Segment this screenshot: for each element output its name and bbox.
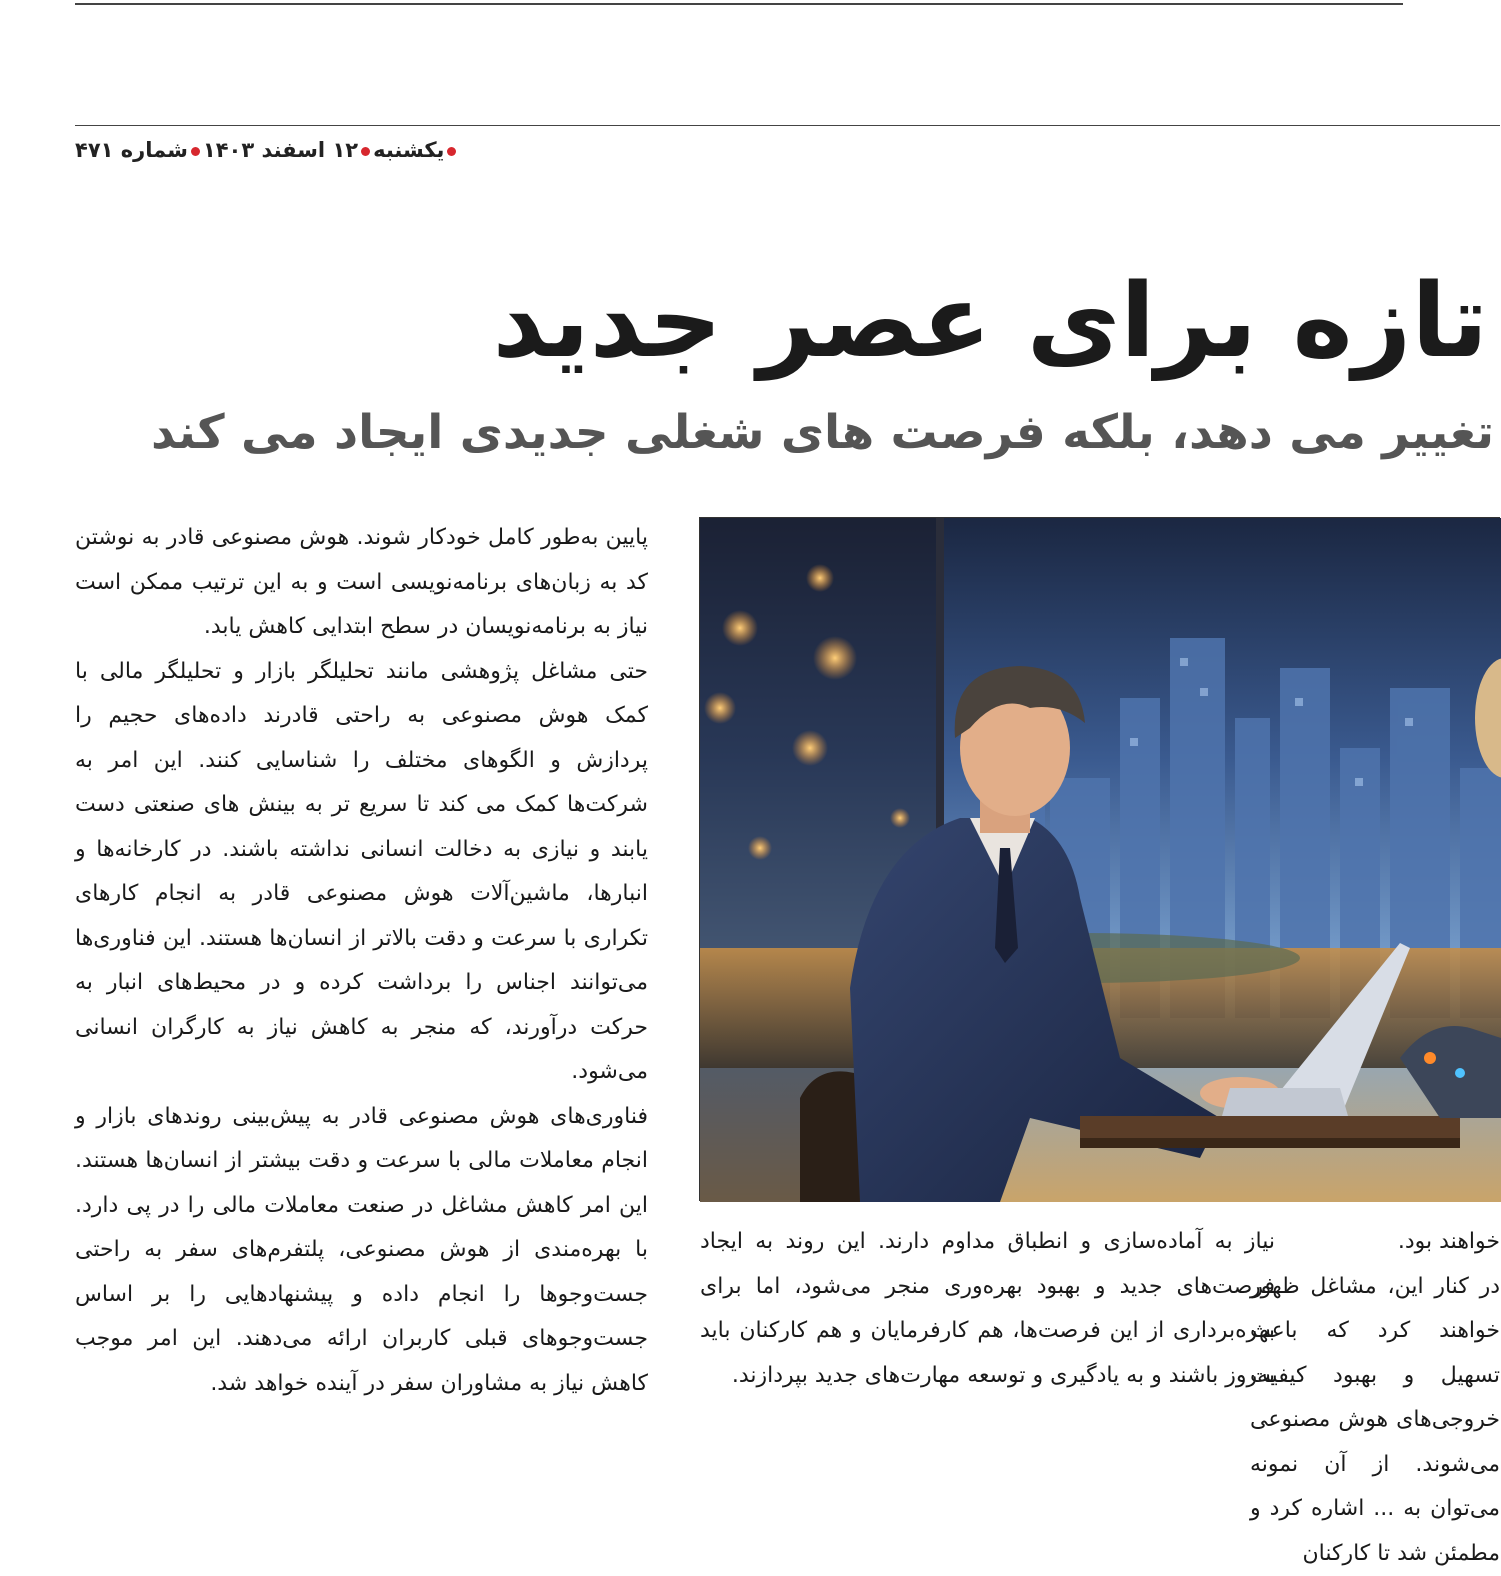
- headline-text: تازه برای عصر جدید: [492, 268, 1500, 375]
- headline: [0, 268, 1500, 375]
- paragraph: پایین به‌طور کامل خودکار شوند. هوش مصنوعی قادر به نوشتن کد به زبان‌های برنامه‌نویسی است و به این ترتیب ممکن است نیاز به برنامه‌نویسان در سطح ابتدایی کاهش یابد.: [75, 516, 648, 650]
- subhead: [0, 405, 1500, 461]
- paragraph: خواهند بود.: [1250, 1220, 1500, 1265]
- subhead-text: تغییر می دهد، بلکه فرصت های شغلی جدیدی ایجاد می کند: [151, 405, 1500, 461]
- article-column-middle: [700, 1220, 1275, 1477]
- bullet-dot-icon: [191, 147, 200, 156]
- paragraph: در کنار این، مشاغل ظهور خواهند کرد که باعث تسهیل و بهبود کیفیت خروجی‌های هوش مصنوعی می‌شوند. از آن نمونه می‌توان به ... اشاره کرد و مطمئن شد تا کارکنان: [1250, 1265, 1500, 1576]
- dateline-date: ۱۲ اسفند ۱۴۰۳: [203, 138, 358, 162]
- paragraph: فناوری‌های هوش مصنوعی قادر به پیش‌بینی روندهای بازار و انجام معاملات مالی با سرعت و دقت بیشتر از انسان‌ها هستند. این امر کاهش مشاغل در صنعت معاملات مالی را در پی دارد. با بهره‌مندی از هوش مصنوعی، پلتفرم‌های سفر به راحتی جست‌وجوها را انجام داده و پیشنهادهایی را بر اساس جست‌وجوهای قبلی کاربران ارائه می‌دهند. این امر موجب کاهش نیاز به مشاوران سفر در آینده خواهد شد.: [75, 1095, 648, 1407]
- paragraph: حتی مشاغل پژوهشی مانند تحلیلگر بازار و تحلیلگر مالی با کمک هوش مصنوعی به راحتی قادرند داده‌های حجیم را پردازش و الگوهای مختلف را شناسایی کنند. این امر به شرکت‌ها کمک می کند تا سریع تر به بینش های صنعتی دست یابند و نیازی به دخالت انسانی نداشته باشند. در کارخانه‌ها و انبارها، ماشین‌آلات هوش مصنوعی قادر به انجام کارهای تکراری با سرعت و دقت بالاتر از انسان‌ها هستند. این فناوری‌ها می‌توانند اجناس را برداشت کرده و در محیط‌های انبار به حرکت درآورند، که منجر به کاهش نیاز به کارگران انسانی می‌شود.: [75, 650, 648, 1095]
- bullet-dot-icon: [361, 147, 370, 156]
- article-image: [699, 517, 1500, 1201]
- man-laptop-robot-illustration-icon: [700, 518, 1501, 1202]
- bullet-dot-icon: [447, 147, 456, 156]
- paragraph: نیاز به آماده‌سازی و انطباق مداوم دارند. این روند به ایجاد فرصت‌های جدید و بهبود بهره‌وری منجر می‌شود، اما برای بهره‌برداری از این فرصت‌ها، هم کارفرمایان و هم کارکنان باید به‌روز باشند و به یادگیری و توسعه مهارت‌های جدید بپردازند.: [700, 1220, 1275, 1398]
- dateline-issue: شماره ۴۷۱: [75, 138, 188, 162]
- article-column-left: [75, 516, 648, 1477]
- dateline: [75, 138, 459, 162]
- top-rule: [75, 3, 1403, 5]
- header-rule: [75, 125, 1500, 126]
- article-column-right: [1325, 1220, 1500, 1477]
- dateline-day: یکشنبه: [373, 138, 444, 162]
